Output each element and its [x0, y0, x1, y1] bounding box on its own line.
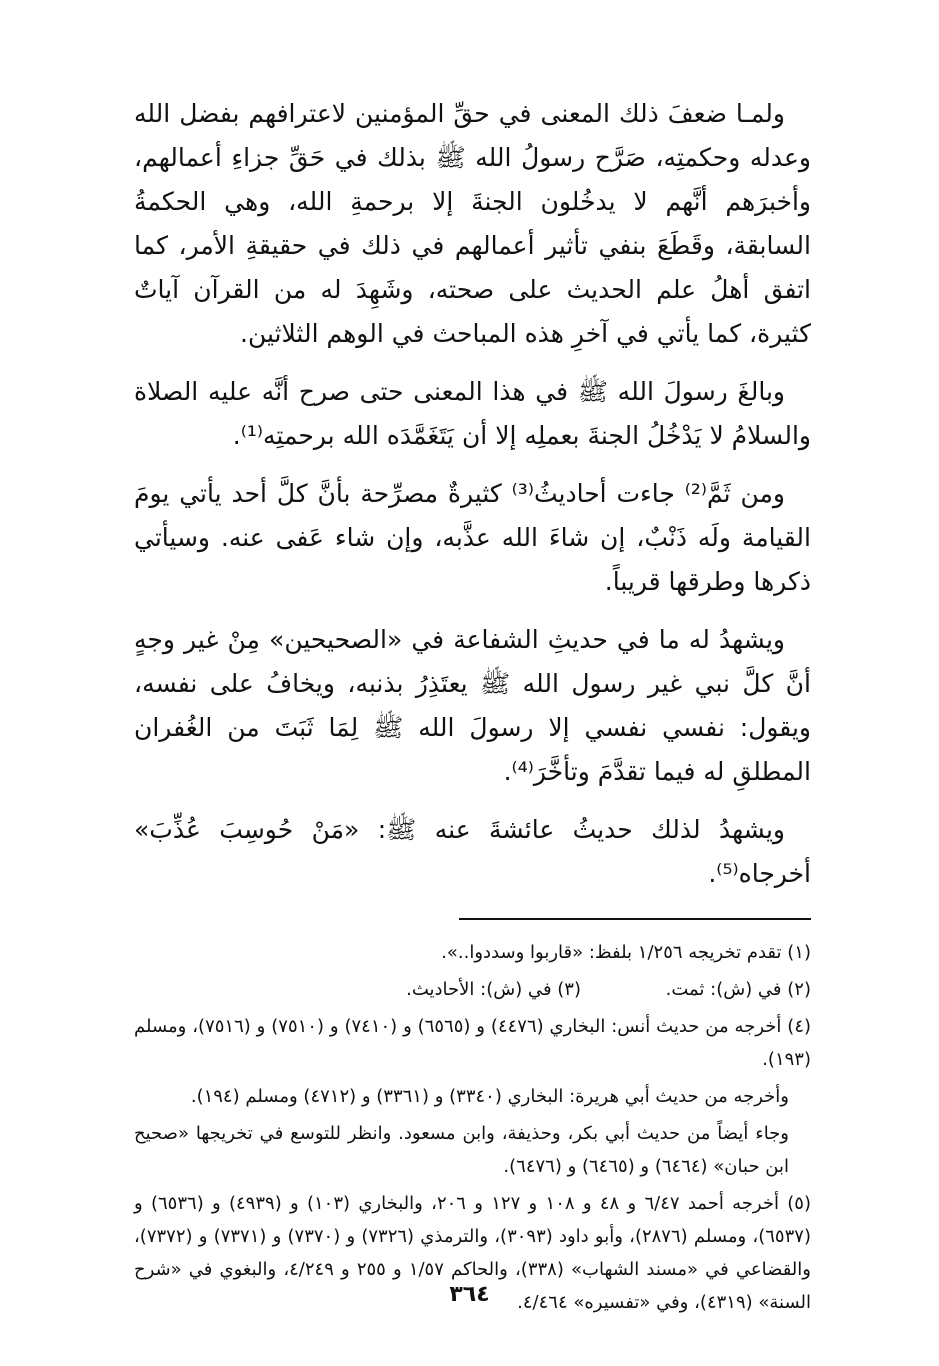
paragraph-4: ويشهدُ له ما في حديثِ الشفاعة في «الصحيحين» مِنْ غير وجهٍ أنَّ كلَّ نبي غير رسول الله ﷺ يعتَذِرُ بذنبه، ويخافُ على نفسه، ويقول: نفسي نفسي إلا رسولَ الله ﷺ لِمَا ثَبَتَ من الغُفران المطلقِ له فيما تقدَّمَ وتأخَّرَ⁽⁴⁾. — [134, 625, 811, 786]
footnote-separator — [459, 918, 811, 920]
paragraph-1: ولمـا ضعفَ ذلك المعنى في حقِّ المؤمنين لاعترافهم بفضل الله وعدله وحكمتِه، صَرَّح رسولُ الله ﷺ بذلك في حَقِّ جزاءِ أعمالهم، وأخبرَهم أنَّهم لا يدخُلون الجنةَ إلا برحمةِ الله، وهي الحكمةُ السابقة، وقَطَعَ بنفي تأثير أعمالهم في ذلك في حقيقةِ الأمر، كما اتفق أهلُ علم الحديث على صحته، وشَهِدَ له من القرآن آياتٌ كثيرة، كما يأتي في آخرِ هذه المباحث في الوهم الثلاثين. — [134, 99, 811, 348]
main-text — [134, 92, 811, 896]
footnote-4-continuation-2: وجاء أيضاً من حديث أبي بكر، وحذيفة، وابن مسعود. وانظر للتوسع في تخريجها «صحيح ابن حبان» (٦٤٦٤) و (٦٤٦٥) و (٦٤٧٦). — [134, 1123, 789, 1177]
paragraph-2: وبالغَ رسولَ الله ﷺ في هذا المعنى حتى صرح أنَّه عليه الصلاة والسلامُ لا يَدْخُلُ الجنةَ بعملِه إلا أن يَتَغَمَّدَه الله برحمتِه⁽¹⁾. — [134, 377, 811, 450]
footnotes — [134, 936, 811, 1319]
footnote-row-2-3 — [134, 973, 811, 1006]
footnote-4: (٤) أخرجه من حديث أنس: البخاري (٤٤٧٦) و (٦٥٦٥) و (٧٤١٠) و (٧٥١٠) و (٧٥١٦)، ومسلم (١٩٣). — [134, 1016, 812, 1070]
footnote-1: (١) تقدم تخريجه ١/٢٥٦ بلفظ: «قاربوا وسددوا..». — [441, 942, 811, 963]
footnote-3: (٣) في (ش): الأحاديث. — [406, 979, 581, 1000]
paragraph-3: ومن ثَمَّ⁽²⁾ جاءت أحاديثُ⁽³⁾ كثيرةٌ مصرِّحة بأنَّ كلَّ أحد يأتي يومَ القيامة ولَه ذَنْبٌ، إن شاءَ الله عذَّبه، وإن شاء عَفى عنه. وسيأتي ذكرها وطرقها قريباً. — [134, 479, 811, 596]
footnote-2: (٢) في (ش): ثمت. — [665, 979, 811, 1000]
footnote-4-continuation-1: وأخرجه من حديث أبي هريرة: البخاري (٣٣٤٠) و (٣٣٦١) و (٤٧١٢) ومسلم (١٩٤). — [190, 1086, 789, 1107]
page-number: ٣٦٤ — [449, 1282, 490, 1307]
footnote-5: (٥) أخرجه أحمد ٦/٤٧ و ٤٨ و ١٠٨ و ١٢٧ و ٢٠٦، والبخاري (١٠٣) و (٤٩٣٩) و (٦٥٣٦) و (٦٥٣٧)، ومسلم (٢٨٧٦)، وأبو داود (٣٠٩٣)، والترمذي (٧٣٢٦) و (٧٣٧٠) و (٧٣٧١) و (٧٣٧٢)، والقضاعي في «مسند الشهاب» (٣٣٨)، والحاكم ١/٥٧ و ٢٥٥ و ٤/٢٤٩، والبغوي في «شرح السنة» (٤٣١٩)، وفي «تفسيره» ٤/٤٦٤. — [134, 1193, 811, 1313]
paragraph-5: ويشهدُ لذلك حديثُ عائشةَ عنه ﷺ: «مَنْ حُوسِبَ عُذِّبَ» أخرجاه⁽⁵⁾. — [134, 815, 811, 888]
